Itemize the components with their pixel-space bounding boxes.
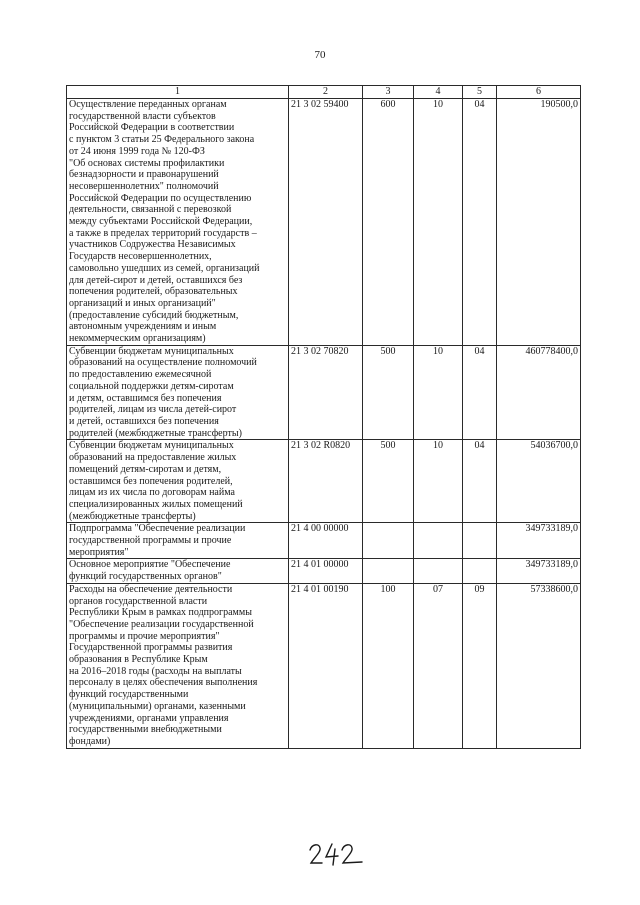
row-name xyxy=(67,523,289,559)
row-expense-type: 500 xyxy=(363,345,414,440)
row-subsection xyxy=(463,523,497,559)
row-section xyxy=(414,523,463,559)
row-name-text: Основное мероприятие "Обеспечение функций государственных органов" xyxy=(69,559,231,583)
row-amount: 57338600,0 xyxy=(497,583,581,748)
header-cell: 3 xyxy=(363,86,414,99)
row-name-text: Субвенции бюджетам муниципальных образований на осуществление полномочий по предоставлению ежемесячной социальной поддержки детям-сиротам и детям, оставшимся без попечения родителей, лицам из числа детей-сирот и детей, оставшихся без попечения родителей (межбюджетные трансферты) xyxy=(69,345,257,439)
budget-table xyxy=(66,85,581,749)
row-code: 21 3 02 70820 xyxy=(289,345,363,440)
row-expense-type: 500 xyxy=(363,440,414,523)
page-number: 70 xyxy=(314,49,326,61)
row-amount: 190500,0 xyxy=(497,99,581,346)
row-amount: 349733189,0 xyxy=(497,523,581,559)
row-subsection: 09 xyxy=(463,583,497,748)
table-row xyxy=(67,345,581,440)
row-code: 21 3 02 R0820 xyxy=(289,440,363,523)
row-section xyxy=(414,559,463,583)
row-name-text: Подпрограмма "Обеспечение реализации государственной программы и прочие мероприятия" xyxy=(69,523,246,558)
row-subsection xyxy=(463,559,497,583)
row-code: 21 4 00 00000 xyxy=(289,523,363,559)
row-name-text: Расходы на обеспечение деятельности органов государственной власти Республики Крым в рамках подпрограммы "Обеспечение реализации государственной программы и прочие мероприятия" Государственной программы развития образования в Республике Крым на 2016–2018 годы (расходы на выплаты персоналу в целях обеспечения выполнения функций государственными (муниципальными) органами, казенными учреждениями, органами управления государственными внебюджетными фондами) xyxy=(69,583,258,747)
row-code: 21 4 01 00190 xyxy=(289,583,363,748)
row-expense-type: 600 xyxy=(363,99,414,346)
row-name-text: Осуществление переданных органам государственной власти субъектов Российской Федерации в соответствии с пунктом 3 статьи 25 Федерального закона от 24 июня 1999 года № 120-ФЗ "Об основах системы профилактики безнадзорности и правонарушений несовершеннолетних" полномочий Российской Федерации по осуществлению деятельности, связанной с перевозкой между субъектами Российской Федерации, а также в пределах территорий государств – участников Содружества Независимых Государств несовершеннолетних, самовольно ушедших из семей, организаций для детей-сирот и детей, оставшихся без попечения родителей, образовательных организаций и иных организаций" (предоставление субсидий бюджетным, автономным учреждениям и иным некоммерческим организациям) xyxy=(69,99,260,345)
table-row xyxy=(67,99,581,346)
header-cell: 1 xyxy=(67,86,289,99)
header-cell: 5 xyxy=(463,86,497,99)
row-section: 10 xyxy=(414,345,463,440)
handwritten-signature xyxy=(306,838,366,868)
row-section: 10 xyxy=(414,440,463,523)
row-section: 07 xyxy=(414,583,463,748)
row-name xyxy=(67,345,289,440)
row-expense-type xyxy=(363,523,414,559)
header-cell: 4 xyxy=(414,86,463,99)
row-name xyxy=(67,583,289,748)
row-expense-type xyxy=(363,559,414,583)
row-section: 10 xyxy=(414,99,463,346)
table-header-row xyxy=(67,86,581,99)
header-cell: 2 xyxy=(289,86,363,99)
row-amount: 460778400,0 xyxy=(497,345,581,440)
row-amount: 54036700,0 xyxy=(497,440,581,523)
row-subsection: 04 xyxy=(463,99,497,346)
row-name xyxy=(67,99,289,346)
row-code: 21 4 01 00000 xyxy=(289,559,363,583)
table-row xyxy=(67,440,581,523)
row-name-text: Субвенции бюджетам муниципальных образований на предоставление жилых помещений детям-сиротам и детям, оставшимся без попечения родителей, лицам из их числа по договорам найма специализированных жилых помещений (межбюджетные трансферты) xyxy=(69,440,243,522)
row-name xyxy=(67,559,289,583)
row-name xyxy=(67,440,289,523)
header-cell: 6 xyxy=(497,86,581,99)
row-amount: 349733189,0 xyxy=(497,559,581,583)
row-code: 21 3 02 59400 xyxy=(289,99,363,346)
row-subsection: 04 xyxy=(463,440,497,523)
table-row xyxy=(67,559,581,583)
row-expense-type: 100 xyxy=(363,583,414,748)
table-row xyxy=(67,583,581,748)
row-subsection: 04 xyxy=(463,345,497,440)
table-row xyxy=(67,523,581,559)
